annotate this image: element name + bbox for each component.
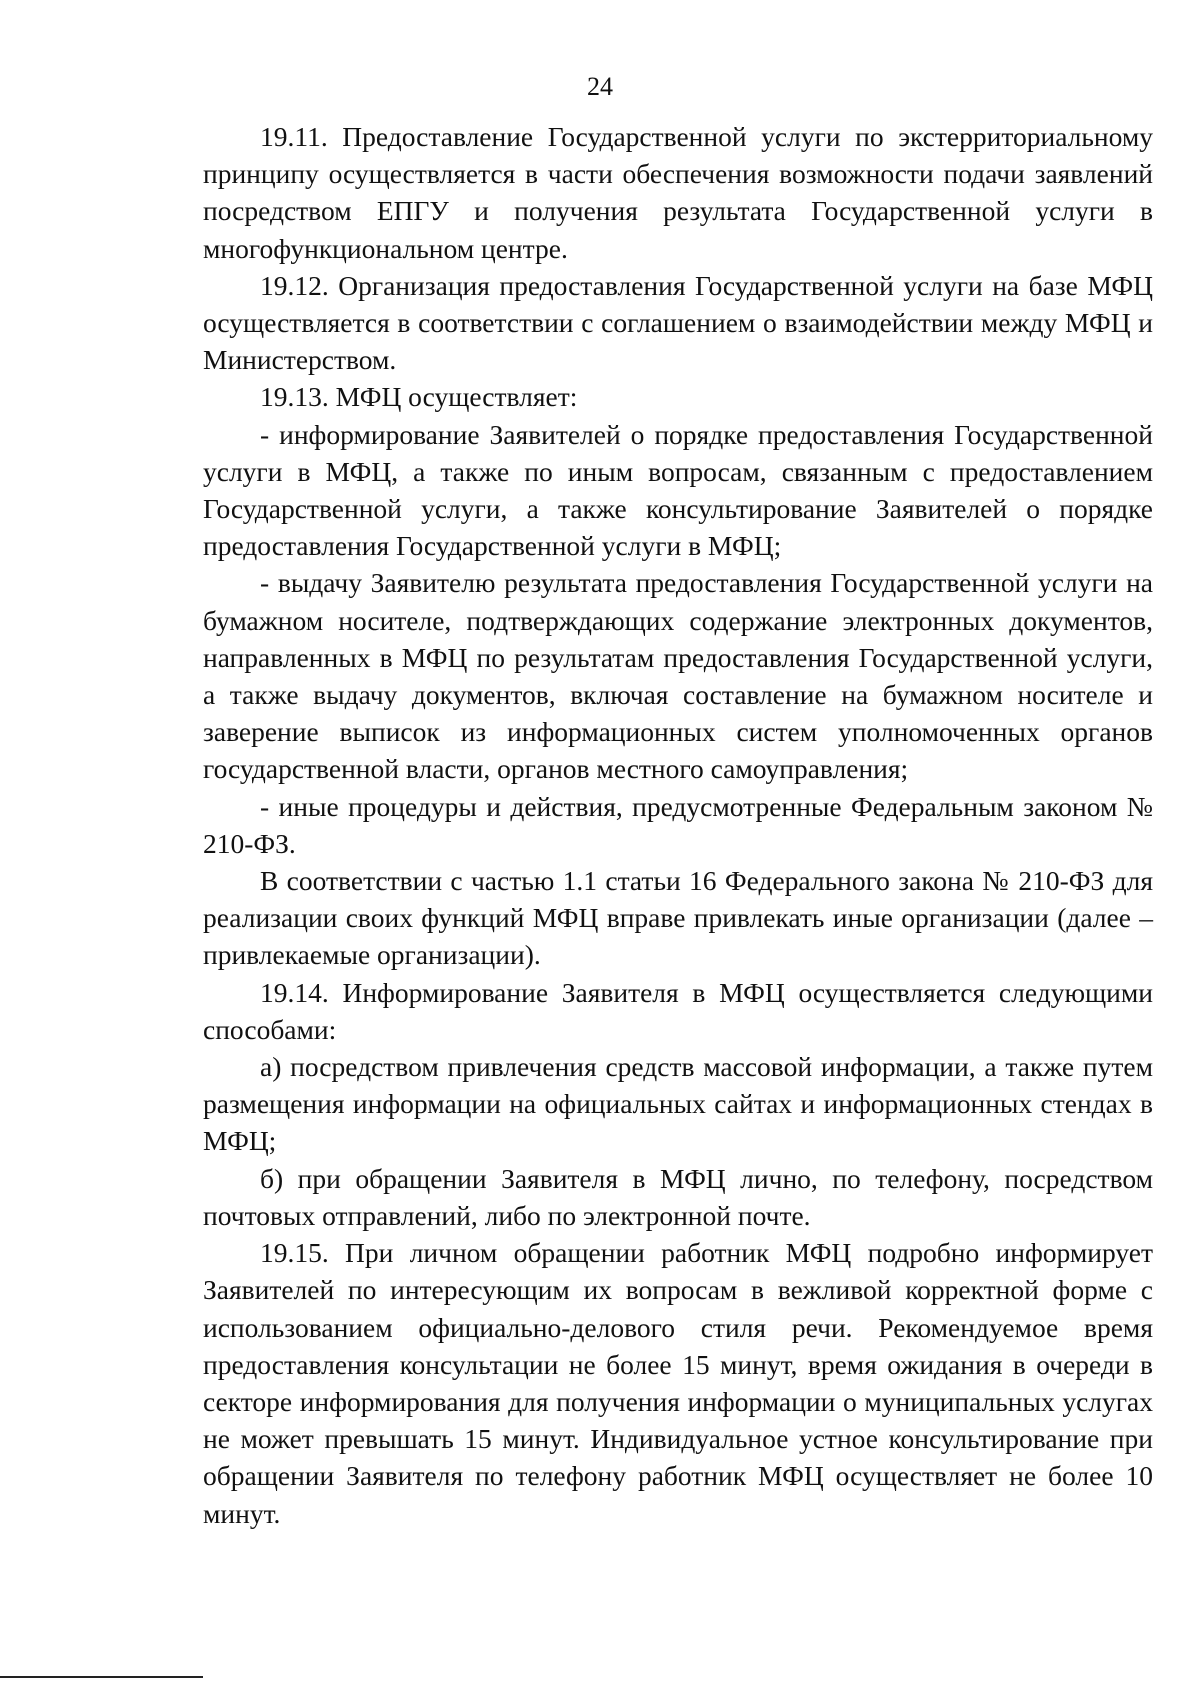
paragraph-19-11: 19.11. Предоставление Государственной услуги по экстерриториальному принципу осуществляется в части обеспечения возможности подачи заявлений посредством ЕПГУ и получения результата Государственной услуги в многофункциональном центре. <box>203 121 1153 264</box>
list-item-informing: - информирование Заявителей о порядке предоставления Государственной услуги в МФЦ, а также по иным вопросам, связанным с предоставлением Государственной услуги, а также консультирование Заявителей о порядке предоставления Государственной услуги в МФЦ; <box>203 418 1153 562</box>
paragraph-19-12: 19.12. Организация предоставления Государственной услуги на базе МФЦ осуществляется в соответствии с соглашением о взаимодействии между МФЦ и Министерством. <box>203 269 1153 376</box>
list-item-issuing: - выдачу Заявителю результата предоставления Государственной услуги на бумажном носителе, подтверждающих содержание электронных документов, направленных в МФЦ по результатам предоставления Государственной услуги, а также выдачу документов, включая составление на бумажном носителе и заверение выписок из информационных систем уполномоченных органов государственной власти, органов местного самоуправления; <box>203 567 1153 785</box>
paragraph-law-reference: В соответствии с частью 1.1 статьи 16 Федерального закона № 210-ФЗ для реализации своих функций МФЦ вправе привлекать иные организации (далее – привлекаемые организации). <box>203 865 1153 971</box>
document-body <box>203 118 1153 1532</box>
list-item-other-procedures: - иные процедуры и действия, предусмотренные Федеральным законом № 210-ФЗ. <box>203 790 1153 859</box>
paragraph-19-14: 19.14. Информирование Заявителя в МФЦ осуществляется следующими способами: <box>203 976 1153 1045</box>
footer-rule <box>0 1676 203 1678</box>
paragraph-19-15: 19.15. При личном обращении работник МФЦ подробно информирует Заявителей по интересующим их вопросам в вежливой корректной форме с использованием официально-делового стиля речи. Рекомендуемое время предоставления консультации не более 15 минут, время ожидания в очереди в секторе информирования для получения информации о муниципальных услугах не может превышать 15 минут. Индивидуальное устное консультирование при обращении Заявителя по телефону работник МФЦ осуществляет не более 10 минут. <box>203 1237 1153 1529</box>
list-item-b: б) при обращении Заявителя в МФЦ лично, по телефону, посредством почтовых отправлений, либо по электронной почте. <box>203 1162 1153 1231</box>
list-item-a: а) посредством привлечения средств массовой информации, а также путем размещения информации на официальных сайтах и информационных стендах в МФЦ; <box>203 1051 1153 1157</box>
page-number: 24 <box>587 72 613 101</box>
paragraph-19-13: 19.13. МФЦ осуществляет: <box>260 381 578 413</box>
